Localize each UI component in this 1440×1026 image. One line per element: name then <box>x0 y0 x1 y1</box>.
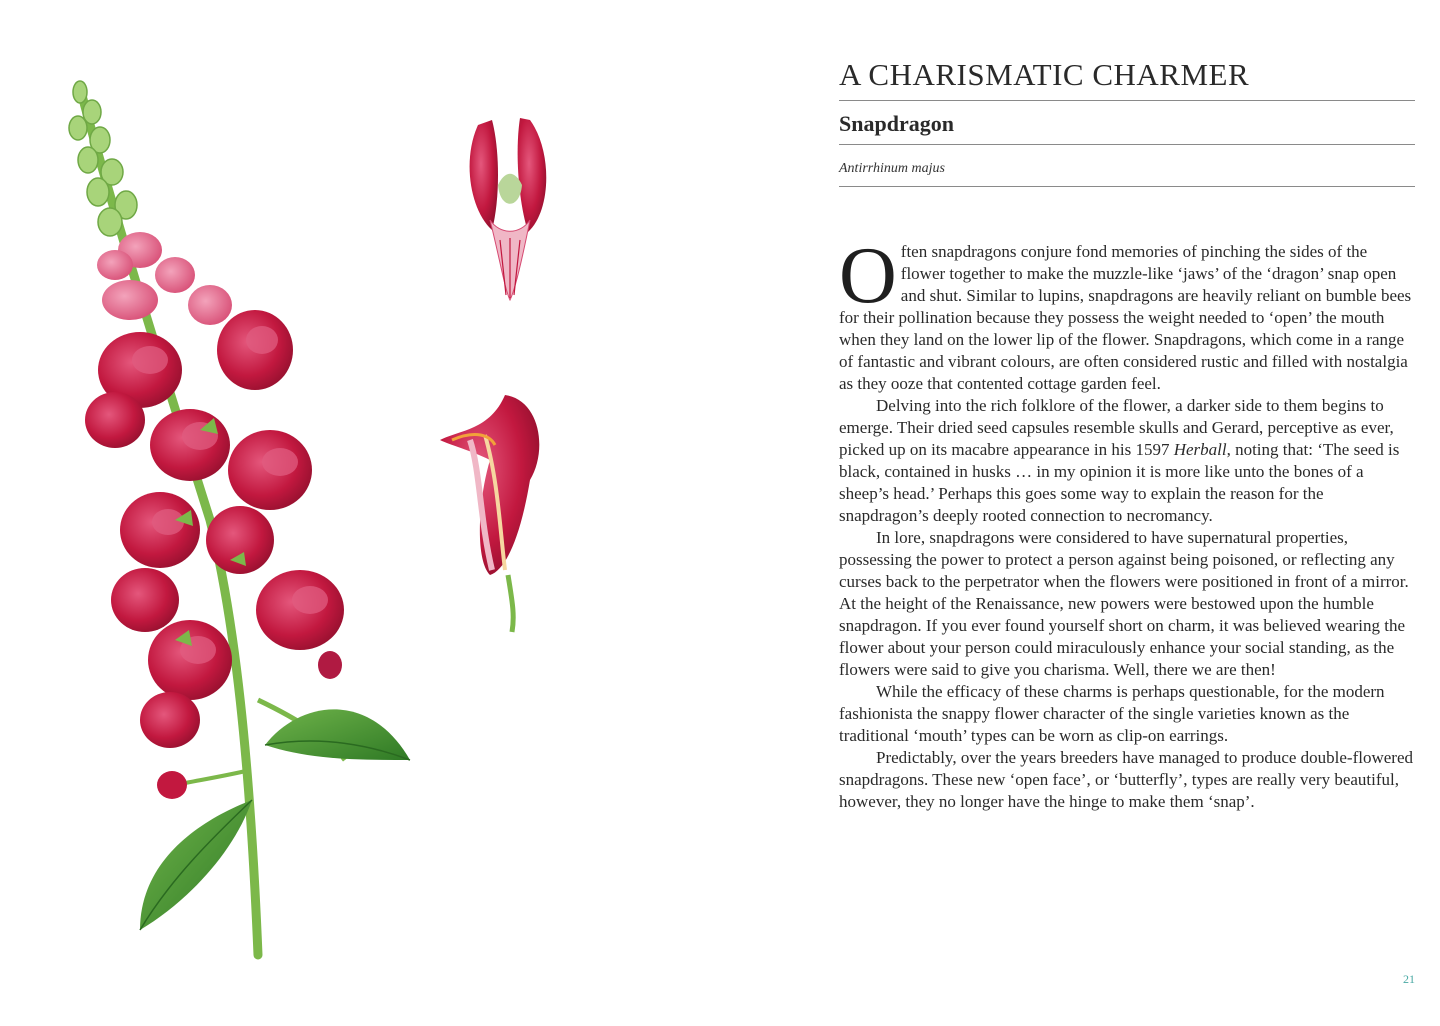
paragraph-text: ften snapdragons conjure fond memories of pinching the sides of the flower together to make the muzzle-like ‘jaws’ of the ‘dragon’ snap open and shut. Similar to lupins, snapdragons are heavily reliant on bumble bees for their pollination because they possess the weight needed to ‘open’ the mouth when they land on the lower lip of the flower. Snapdragons, which come in a range of fantastic and vibrant colours, are often considered rustic and filled with nostalgia as they ooze that contented cottage garden feel. <box>839 242 1412 393</box>
text-column <box>839 56 1415 813</box>
book-title: Herball <box>1173 440 1227 459</box>
paragraph: While the efficacy of these charms is perhaps questionable, for the modern fashionista the snappy flower character of the single varieties known as the traditional ‘mouth’ types can be worn as clip-on earrings. <box>839 682 1385 745</box>
paragraph-text: , noting that: ‘The seed is black, contained in husks … in my opinion it is more like unto the bones of a sheep’s head.’ Perhaps this goes some way to explain the reason for the snapdragon’s deeply rooted connection to necromancy. <box>839 440 1400 525</box>
chapter-title: A CHARISMATIC CHARMER <box>839 57 1250 92</box>
latin-name: Antirrhinum majus <box>839 161 945 176</box>
page-number: 21 <box>1403 972 1415 986</box>
paragraph: In lore, snapdragons were considered to have supernatural properties, possessing the power to protect a person against being poisoned, or reflecting any curses back to the perpetrator when the flowers were positioned in front of a mirror. At the height of the Renaissance, new powers were bestowed upon the humble snapdragon. If you ever found yourself short on charm, it was believed wearing the flower about your person could miraculously enhance your social standing, as the flowers were said to give you charisma. Well, there we are then! <box>839 528 1409 679</box>
paragraph-text: Delving into the rich folklore of the flower, a darker side to them begins to emerge. Their dried seed capsules resemble skulls and Gerard, perceptive as ever, picked up on its macabre appearance in his 1597 <box>839 396 1394 459</box>
drop-cap: O <box>839 232 897 320</box>
flower-spike <box>69 81 410 955</box>
paragraph: Predictably, over the years breeders have managed to produce double-flowered snapdragons. These new ‘open face’, or ‘butterfly’, types are really very beautiful, however, they no longer have the hinge to make them ‘snap’. <box>839 748 1414 811</box>
divider <box>839 186 1415 187</box>
flower-detail-side <box>440 395 539 632</box>
body-text <box>839 232 1415 813</box>
flower-detail-front <box>470 118 547 300</box>
common-name: Snapdragon <box>839 111 954 136</box>
paragraph <box>839 232 1415 395</box>
paragraph <box>839 395 1415 527</box>
